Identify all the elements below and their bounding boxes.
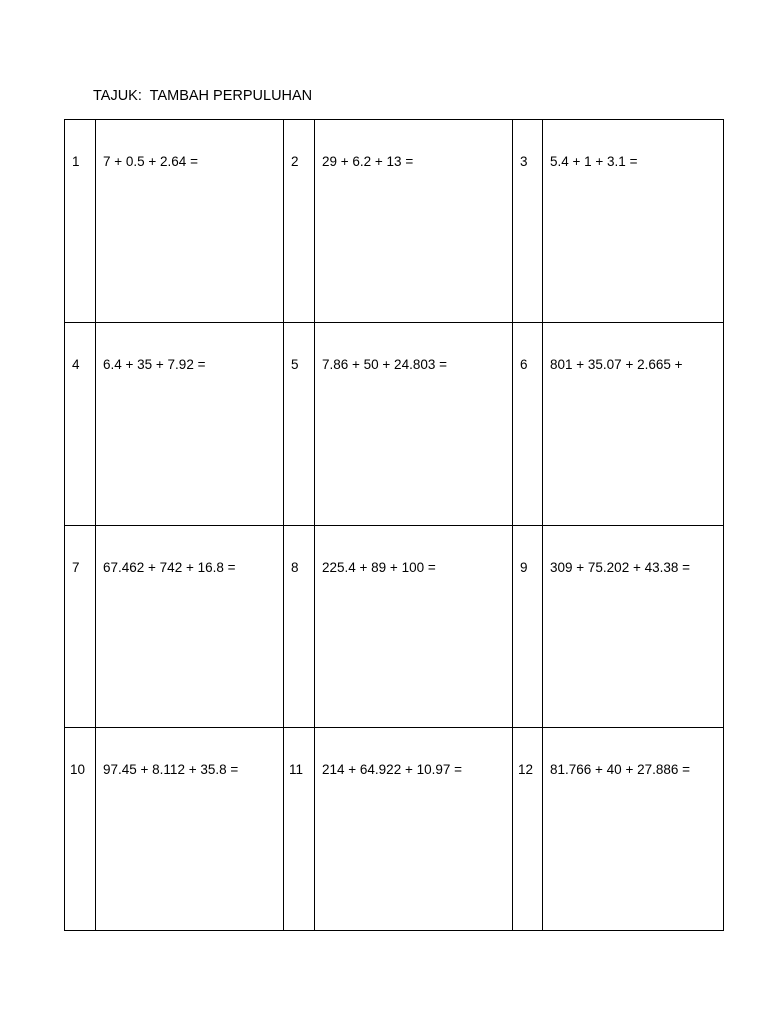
question-expression: 67.462 + 742 + 16.8 = xyxy=(103,560,236,575)
question-expression: 97.45 + 8.112 + 35.8 = xyxy=(103,762,239,777)
question-answer-cell xyxy=(543,728,724,931)
question-number: 2 xyxy=(291,154,299,169)
worksheet-table xyxy=(64,119,724,931)
question-number: 12 xyxy=(518,762,534,777)
question-number: 3 xyxy=(520,154,528,169)
question-number-cell xyxy=(513,323,543,526)
question-number-cell xyxy=(513,120,543,323)
worksheet-row xyxy=(65,526,724,728)
question-answer-cell xyxy=(96,120,284,323)
question-expression: 6.4 + 35 + 7.92 = xyxy=(103,357,206,372)
question-answer-cell xyxy=(315,526,513,728)
question-number: 7 xyxy=(72,560,80,575)
question-number-cell xyxy=(284,120,315,323)
question-expression: 5.4 + 1 + 3.1 = xyxy=(550,154,638,169)
question-expression: 214 + 64.922 + 10.97 = xyxy=(322,762,463,777)
question-answer-cell xyxy=(96,526,284,728)
question-number: 9 xyxy=(520,560,528,575)
question-number: 11 xyxy=(289,762,304,777)
page-title: TAJUK: TAMBAH PERPULUHAN xyxy=(93,88,313,104)
question-answer-cell xyxy=(315,323,513,526)
question-number-cell xyxy=(284,526,315,728)
question-answer-cell xyxy=(96,323,284,526)
question-answer-cell xyxy=(315,728,513,931)
question-number-cell xyxy=(65,728,96,931)
worksheet-row xyxy=(65,120,724,323)
question-number: 8 xyxy=(291,560,299,575)
question-number: 10 xyxy=(70,762,86,777)
question-number-cell xyxy=(513,728,543,931)
question-number: 1 xyxy=(72,154,80,169)
question-expression: 81.766 + 40 + 27.886 = xyxy=(550,762,691,777)
question-answer-cell xyxy=(543,323,724,526)
question-number-cell xyxy=(284,323,315,526)
question-number-cell xyxy=(284,728,315,931)
question-number-cell xyxy=(65,120,96,323)
question-expression: 7.86 + 50 + 24.803 = xyxy=(322,357,447,372)
worksheet-row xyxy=(65,323,724,526)
question-expression: 7 + 0.5 + 2.64 = xyxy=(103,154,198,169)
question-answer-cell xyxy=(315,120,513,323)
question-answer-cell xyxy=(543,120,724,323)
question-expression: 309 + 75.202 + 43.38 = xyxy=(550,560,691,575)
question-expression: 29 + 6.2 + 13 = xyxy=(322,154,414,169)
question-expression: 801 + 35.07 + 2.665 + xyxy=(550,357,683,372)
question-answer-cell xyxy=(96,728,284,931)
question-number: 5 xyxy=(291,357,299,372)
question-answer-cell xyxy=(543,526,724,728)
question-number-cell xyxy=(65,323,96,526)
question-number-cell xyxy=(65,526,96,728)
question-number: 6 xyxy=(520,357,528,372)
worksheet-row xyxy=(65,728,724,931)
question-expression: 225.4 + 89 + 100 = xyxy=(322,560,436,575)
question-number: 4 xyxy=(72,357,80,372)
question-number-cell xyxy=(513,526,543,728)
